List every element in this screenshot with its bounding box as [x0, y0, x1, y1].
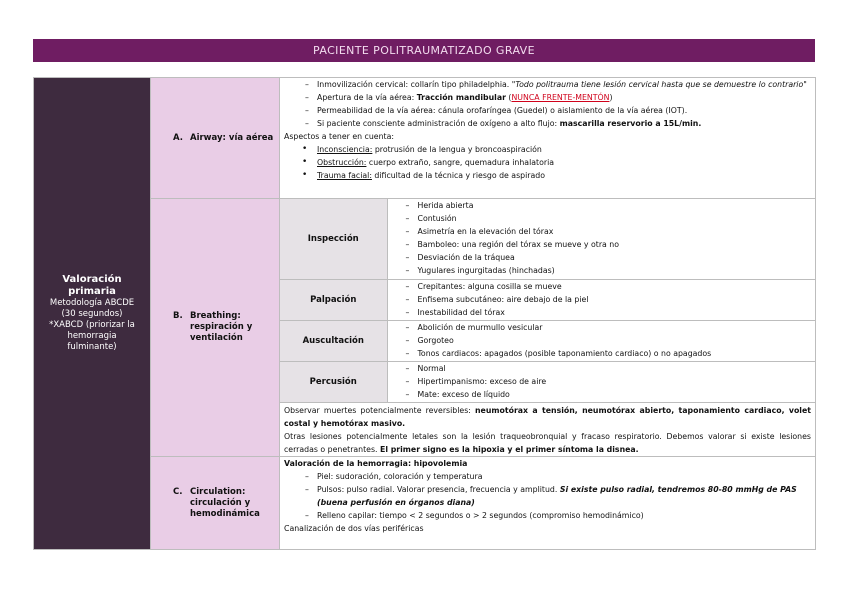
airway-item: – Si paciente consciente administración de oxígeno a alto flujo: mascarilla reservorio a 15L/min.: [280, 117, 815, 130]
airway-item: – Apertura de la vía aérea: Tracción mandibular (NUNCA FRENTE-MENTÓN): [280, 91, 815, 104]
circulation-label: Circulation: circulación y hemodinámica: [190, 486, 260, 519]
warning-text: NUNCA FRENTE-MENTÓN: [511, 93, 610, 102]
section-line-2: (30 segundos): [61, 309, 123, 319]
section-title-2: primaria: [68, 286, 116, 297]
palpacion-label: Palpación: [280, 280, 387, 321]
percusion-row: [280, 362, 815, 403]
breathing-content: [280, 199, 816, 457]
breathing-label: Breathing: respiración y ventilación: [190, 311, 253, 343]
airway-item: – Permeabilidad de la vía aérea: cánula orofaríngea (Guedel) o aislamiento de la vía aérea (IOT).: [280, 104, 815, 117]
inspeccion-row: [280, 199, 815, 280]
section-line-3: *XABCD (priorizar la: [49, 320, 135, 330]
airway-row: [34, 78, 816, 199]
airway-num: A.: [173, 132, 183, 143]
list-item: – Inestabilidad del tórax: [388, 306, 816, 319]
auscultacion-row: [280, 321, 815, 362]
list-item: – Bamboleo: una región del tórax se mueve y otra no: [388, 238, 816, 251]
circulation-row: [34, 457, 816, 550]
palpacion-list: [387, 280, 815, 321]
list-item: – Enfisema subcutáneo: aire debajo de la piel: [388, 293, 816, 306]
list-item: – Herida abierta: [388, 199, 816, 212]
aspects-heading: Aspectos a tener en cuenta:: [284, 132, 394, 141]
section-cell: [34, 78, 151, 550]
circulation-content: [280, 457, 816, 550]
airway-content: [280, 78, 816, 199]
list-item: – Yugulares ingurgitadas (hinchadas): [388, 264, 816, 277]
auscultacion-list: [387, 321, 815, 362]
primary-assessment-table: [33, 77, 816, 550]
aspect-item: • Trauma facial: dificultad de la técnica y riesgo de aspirado: [280, 169, 815, 182]
circulation-footer: Canalización de dos vías periféricas: [284, 524, 424, 533]
aspect-item: • Inconsciencia: protrusión de la lengua y broncoaspiración: [280, 143, 815, 156]
list-item: – Hipertimpanismo: exceso de aire: [388, 375, 816, 388]
section-line-1: Metodología ABCDE: [49, 298, 135, 308]
list-item: – Gorgoteo: [388, 334, 816, 347]
circulation-item: – Piel: sudoración, coloración y temperatura: [280, 470, 815, 483]
list-item: – Tonos cardiacos: apagados (posible taponamiento cardiaco) o no apagados: [388, 347, 816, 360]
list-item: – Asimetría en la elevación del tórax: [388, 225, 816, 238]
circulation-heading: Valoración de la hemorragia: hipovolemia: [284, 459, 468, 468]
auscultacion-label: Auscultación: [280, 321, 387, 362]
list-item: – Normal: [388, 362, 816, 375]
airway-item: – Inmovilización cervical: collarín tipo philadelphia. "Todo politrauma tiene lesión cervical hasta que se demuestre lo contrario": [280, 78, 815, 91]
airway-label-cell: [151, 78, 280, 199]
circulation-label-cell: [151, 457, 280, 550]
list-item: – Crepitantes: alguna cosilla se mueve: [388, 280, 816, 293]
breathing-subtable: [280, 199, 815, 403]
list-item: – Desviación de la tráquea: [388, 251, 816, 264]
breathing-note-1: Observar muertes potencialmente reversibles: neumotórax a tensión, neumotórax abierto, taponamiento cardiaco, volet costal y hemotórax masivo.: [284, 406, 811, 428]
list-item: – Abolición de murmullo vesicular: [388, 321, 816, 334]
aspect-item: • Obstrucción: cuerpo extraño, sangre, quemadura inhalatoria: [280, 156, 815, 169]
section-title-1: Valoración: [62, 274, 122, 285]
circulation-num: C.: [173, 486, 183, 497]
inspeccion-list: [387, 199, 815, 280]
breathing-label-cell: [151, 199, 280, 457]
circulation-item: – Relleno capilar: tiempo < 2 segundos o > 2 segundos (compromiso hemodinámico): [280, 509, 815, 522]
list-item: – Mate: exceso de líquido: [388, 388, 816, 401]
percusion-label: Percusión: [280, 362, 387, 403]
breathing-row: [34, 199, 816, 457]
inspeccion-label: Inspección: [280, 199, 387, 280]
breathing-note-2: Otras lesiones potencialmente letales son la lesión traqueobronquial y fracaso respiratorio. Debemos valorar si existe lesiones cerradas o penetrantes. El primer signo es la hipoxia y el primer síntoma la disnea.: [284, 432, 811, 454]
percusion-list: [387, 362, 815, 403]
palpacion-row: [280, 280, 815, 321]
circulation-item: – Pulsos: pulso radial. Valorar presencia, frecuencia y amplitud. Si existe pulso radial, tendremos 80-80 mmHg de PAS (buena perfusión en órganos diana): [280, 483, 815, 509]
breathing-num: B.: [173, 311, 183, 321]
section-line-5: fulminante): [67, 342, 117, 352]
list-item: – Contusión: [388, 212, 816, 225]
airway-label: Airway: vía aérea: [190, 132, 274, 143]
section-line-4: hemorragia: [67, 331, 117, 341]
page-banner-title: PACIENTE POLITRAUMATIZADO GRAVE: [33, 39, 815, 62]
